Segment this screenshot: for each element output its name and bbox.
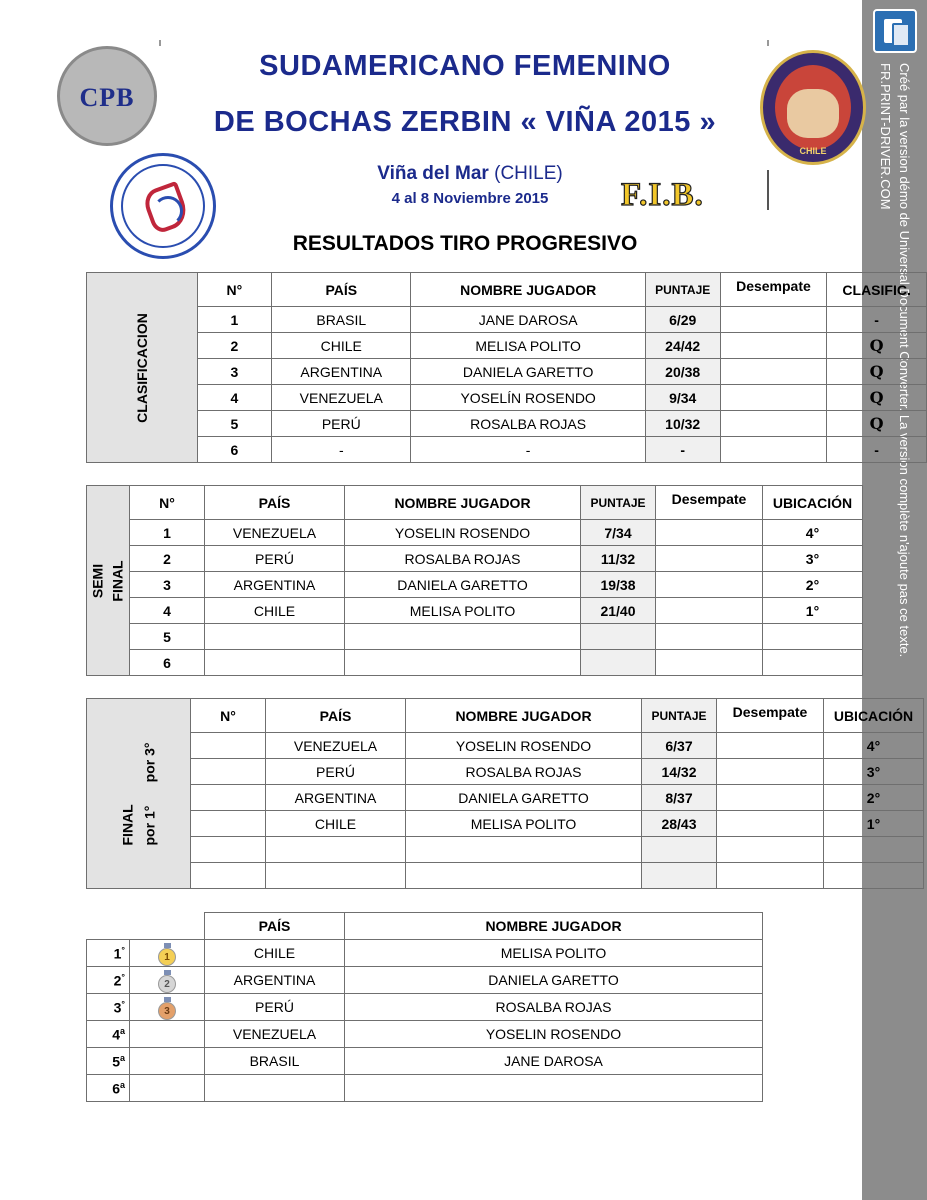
venue-city: Viña del Mar [377,163,489,184]
section-label-clasificacion: CLASIFICACION [87,273,198,463]
venue-country: (CHILE) [488,163,563,184]
watermark-url: FR.PRINT-DRIVER.COM [878,63,893,210]
page-heading: RESULTADOS TIRO PROGRESIVO [292,232,638,255]
table-row: 3 ARGENTINA DANIELA GARETTO 20/38 Q [87,359,927,385]
cpb-logo-text: CPB [79,83,135,112]
col-header-pais: PAÍS [205,486,345,520]
udc-logo-icon [873,9,917,53]
standing-place: 4$^a$ [87,1021,130,1048]
final-standings-table [86,912,763,1102]
standing-place: 1° [87,940,130,967]
col-header-pais: PAÍS [272,273,411,307]
clasificacion-table [86,272,927,463]
table-row: 4 CHILE MELISA POLITO 21/40 1° [87,598,863,624]
table-row: VENEZUELA YOSELIN ROSENDO 6/37 4° [87,733,924,759]
venue [300,163,640,185]
table-row: PERÚ ROSALBA ROJAS 14/32 3° [87,759,924,785]
watermark-text: Créé par la version démo de Universal Document Converter. La version complète n'ajoute pas ce texte. [897,63,912,658]
col-header-n: N° [130,486,205,520]
fib-logo: F.I.B. [621,177,704,213]
col-header-puntaje: PUNTAJE [581,486,656,520]
table-row: 6 [87,650,863,676]
standing-row: 2° 2 ARGENTINA DANIELA GARETTO [87,967,763,994]
standing-place: 2° [87,967,130,994]
standing-place: 5$^a$ [87,1048,130,1075]
table-row: 2 PERÚ ROSALBA ROJAS 11/32 3° [87,546,863,572]
table-row: 2 CHILE MELISA POLITO 24/42 Q [87,333,927,359]
por-1-label: por 1° [141,805,158,845]
section-label-final [87,699,191,889]
col-header-nombre: NOMBRE JUGADOR [345,913,763,940]
col-header-ubicacion: UBICACIÓN [824,699,924,733]
standing-row: 4$^a$ VENEZUELA YOSELIN ROSENDO [87,1021,763,1048]
col-header-pais: PAÍS [266,699,406,733]
table-row [87,863,924,889]
campeonato-logo: CHILE [760,50,866,165]
final-label: FINAL [119,803,136,845]
gold-medal-icon: 1 [158,948,176,966]
standing-place: 3° [87,994,130,1021]
semifinal-table [86,485,863,676]
col-header-nombre: NOMBRE JUGADOR [345,486,581,520]
table-row: 5 PERÚ ROSALBA ROJAS 10/32 Q [87,411,927,437]
standing-row: 5$^a$ BRASIL JANE DAROSA [87,1048,763,1075]
title-line-2: DE BOCHAS ZERBIN « VIÑA 2015 » [213,106,717,138]
table-row: 3 ARGENTINA DANIELA GARETTO 19/38 2° [87,572,863,598]
crop-mark [767,40,769,46]
silver-medal-icon: 2 [158,975,176,993]
crop-mark [159,40,161,46]
table-row: 4 VENEZUELA YOSELÍN ROSENDO 9/34 Q [87,385,927,411]
final-table [86,698,924,889]
divider [767,170,769,210]
table-row: 5 [87,624,863,650]
watermark-sidebar [862,0,927,1200]
title-line-1: SUDAMERICANO FEMENINO [259,50,671,82]
col-header-nombre: NOMBRE JUGADOR [411,273,645,307]
bronze-medal-icon: 3 [158,1002,176,1020]
col-header-nombre: NOMBRE JUGADOR [406,699,642,733]
col-header-pais: PAÍS [205,913,345,940]
table-row: 6 - - - - [87,437,927,463]
table-row: 1 BRASIL JANE DAROSA 6/29 - [87,307,927,333]
standing-row: 3° 3 PERÚ ROSALBA ROJAS [87,994,763,1021]
col-header-clasific: CLASIFIC. [827,273,927,307]
standing-row: 1° 1 CHILE MELISA POLITO [87,940,763,967]
col-header-desempate: Desempate [720,273,827,307]
col-header-desempate: Desempate [656,486,763,520]
col-header-ubicacion: UBICACIÓN [763,486,863,520]
col-header-puntaje: PUNTAJE [642,699,717,733]
table-row: 1 VENEZUELA YOSELIN ROSENDO 7/34 4° [87,520,863,546]
col-header-puntaje: PUNTAJE [645,273,720,307]
section-label-semifinal: SEMI FINAL [87,486,130,676]
col-header-n: N° [191,699,266,733]
col-header-desempate: Desempate [717,699,824,733]
table-row [87,837,924,863]
cpb-logo [57,46,157,146]
event-dates: 4 al 8 Noviembre 2015 [391,190,549,207]
standing-place: 6$^a$ [87,1075,130,1102]
col-header-n: N° [197,273,271,307]
por-3-label: por 3° [141,742,158,782]
table-row: CHILE MELISA POLITO 28/43 1° [87,811,924,837]
table-row: ARGENTINA DANIELA GARETTO 8/37 2° [87,785,924,811]
standing-row [87,1075,763,1102]
